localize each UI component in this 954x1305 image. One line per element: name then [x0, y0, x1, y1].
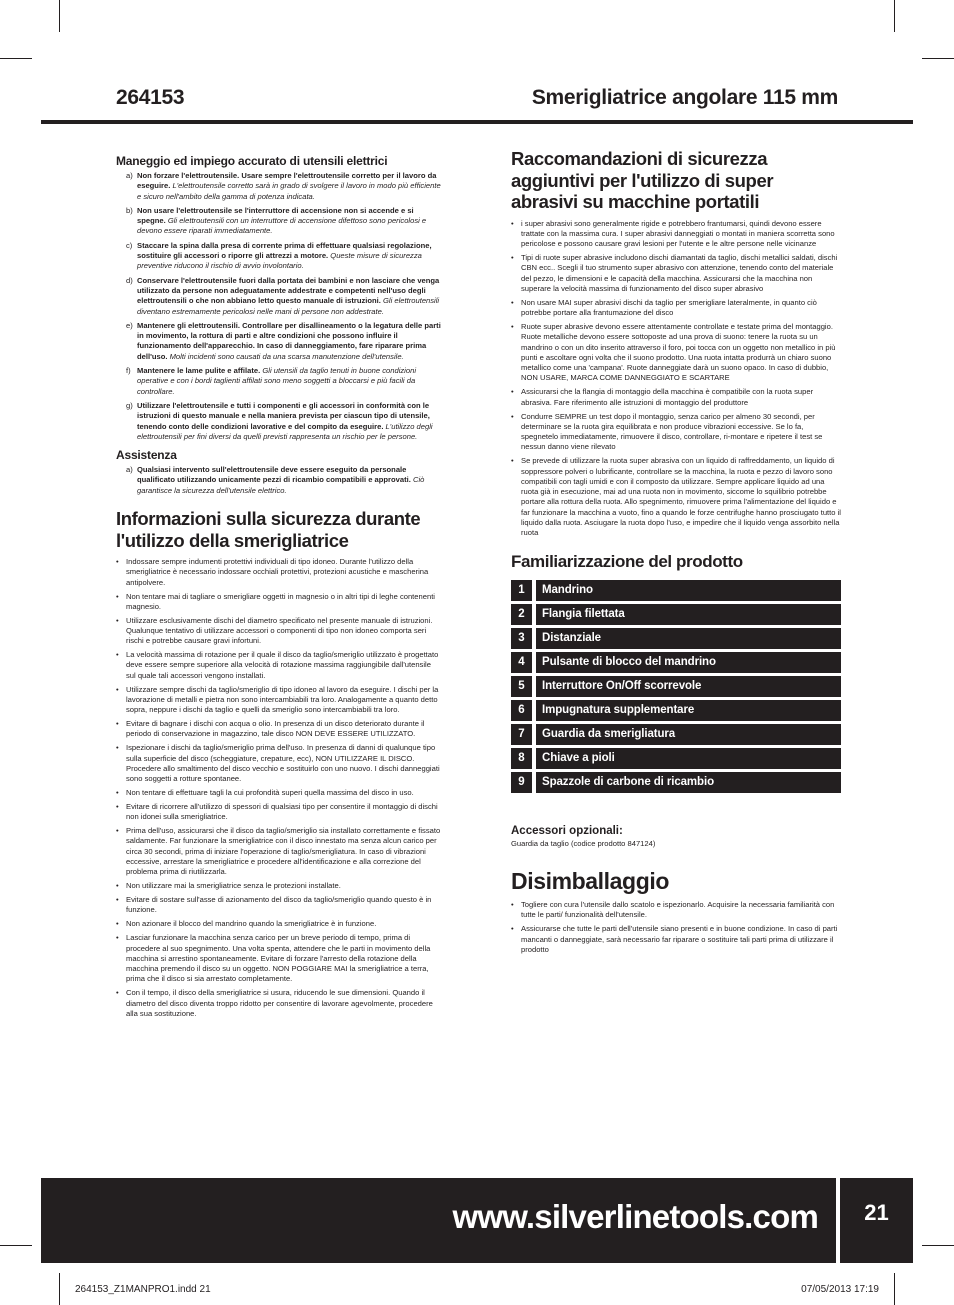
section-title-disimballaggio: Disimballaggio — [511, 868, 669, 895]
item-text: L'elettroutensile corretto sarà in grado di svolgere il lavoro in modo più efficiente e sicuro nell'ambito della gamma di potenza indicata. — [137, 181, 441, 201]
item-bold-text: Qualsiasi intervento sull'elettroutensile deve essere eseguito da personale qualificato utilizzando unicamente pezzi di ricambio compatibili e approvati. — [137, 465, 411, 485]
item-text: Gli elettroutensili diventano estremamente pericolosi nelle mani di persone non addestrate. — [137, 296, 440, 316]
section-title-maneggio: Maneggio ed impiego accurato di utensili elettrici — [116, 154, 388, 168]
bullet-item: • Evitare di sostare sull'asse di azionamento del disco da taglio/smeriglio quando questo è in funzione. — [116, 895, 442, 916]
part-number: 5 — [511, 676, 532, 697]
part-row — [511, 604, 841, 625]
part-row — [511, 748, 841, 769]
bullet-item: • Se prevede di utilizzare la ruota super abrasiva con un liquido di raffreddamento, un liquido di soppressore polveri o lubrificante, controllare se la macchina, la ruota e pezzo di lavoro sono compatibili con tagli umidi e con il composto da utilizzare. Sempre applicare liquido ad una ruota già in esecuzione, mai ad una ruota non in movimento, siccome lo squilibrio potrebbe portare alla rottura della ruota. Allo spegnimento, rimuovere prima l'alimentazione del liquido e far funzionare la macchina a vuoto, fino a quando le forze centrifughe hanno prosciugato tutto il liquido dalla ruota. Asciugare la ruota dopo l'uso, e impedire che il liquido venga assorbito nella ruota — [511, 456, 841, 538]
part-number: 9 — [511, 772, 532, 793]
bullet-item: • Non tentare mai di tagliare o smerigliare oggetti in magnesio o in altri tipi di leghe contenenti magnesio. — [116, 592, 442, 613]
bullet-item: • Evitare di bagnare i dischi con acqua o olio. In presenza di un disco deteriorato durante il periodo di conservazione in magazzino, tale disco NON DEVE ESSERE UTILIZZATO. — [116, 719, 442, 740]
bullet-item: • Non azionare il blocco del mandrino quando la smerigliatrice è in funzione. — [116, 919, 442, 929]
accessories-title: Accessori opzionali: — [511, 825, 623, 838]
bullet-item: • Assicurarsi che la flangia di montaggio della macchina è compatibile con la ruota super abrasiva. Fare riferimento alle istruzioni di montaggio del produttore — [511, 387, 841, 408]
crop-mark — [922, 58, 954, 59]
crop-mark — [894, 0, 895, 32]
bullet-item: • Tipi di ruote super abrasive includono dischi diamantati da taglio, dischi metallici saldati, dischi CBN ecc.. Scegli il tuo strumento super abrasivo con attenzione, tenendo conto del materiale del pezzo, le dimensioni e le capacità della macchina. Assicurarsi che la macchina non superare la velocità massima di funzionamento del disco super abrasivo — [511, 253, 841, 294]
part-label: Guardia da smerigliatura — [536, 724, 841, 745]
part-row — [511, 772, 841, 793]
bullet-item: • La velocità massima di rotazione per il quale il disco da taglio/smeriglio utilizzato è progettato deve essere sempre superiore alla velocità di rotazione massima raggiungibile dall'utensile sul quale tali accessori vengono installati. — [116, 650, 442, 681]
super-abrasivi-list — [511, 219, 841, 539]
website-link[interactable]: www.silverlinetools.com — [452, 1198, 818, 1235]
crop-mark — [0, 58, 32, 59]
bullet-item: • Togliere con cura l'utensile dallo scatolo e ispezionarlo. Acquisire la necessaria familiarità con tutte le parti/ funzionalità dell'utensile. — [511, 900, 841, 921]
part-number: 3 — [511, 628, 532, 649]
sicurezza-list — [116, 557, 442, 1019]
product-code: 264153 — [116, 86, 185, 109]
section-title-assistenza: Assistenza — [116, 448, 177, 463]
item-text: Queste misure di sicurezza preventive riducono il rischio di avvio involontario. — [137, 251, 422, 271]
item-letter: g) — [126, 400, 133, 410]
bullet-item: • Indossare sempre indumenti protettivi individuali di tipo idoneo. Durante l'utilizzo della smerigliatrice è necessario indossare occhiali protettivi, protezioni acustiche e mascherina antipolvere. — [116, 557, 442, 588]
crop-mark — [59, 1273, 60, 1305]
part-label: Impugnatura supplementare — [536, 700, 841, 721]
item-bold-text: Utilizzare l'elettroutensile e tutti i componenti e gli accessori in conformità con le istruzioni di questo manuale e nella maniera prevista per ciascun tipo di utensile, tenendo conto delle condizioni lavorative e del compito da eseguire. — [137, 400, 430, 431]
crop-mark — [894, 1273, 895, 1305]
list-item — [116, 276, 442, 317]
bullet-item: • Non tentare di effettuare tagli la cui profondità superi quella massima del disco in uso. — [116, 788, 442, 798]
item-text: Gli utensili da taglio tenuti in buone condizioni operative e con i bordi taglienti affilati sono meno soggetti a bloccarsi e più facili da controllare. — [137, 366, 417, 396]
list-item — [116, 401, 442, 442]
part-label: Flangia filettata — [536, 604, 841, 625]
list-item — [116, 241, 442, 272]
section-title-sicurezza-smerigliatrice: Informazioni sulla sicurezza durante l'utilizzo della smerigliatrice — [116, 508, 421, 551]
bullet-item: • Prima dell'uso, assicurarsi che il disco da taglio/smeriglio sia installato correttamente e fissato saldamente. Far funzionare la smerigliatrice con il disco innestato ma senza alcun carico per circa 30 secondi, prima di iniziare l'operazione di taglio/smerigliatura. In caso di vibrazioni eccessive, arrestare la smerigliatrice e procedere all'identificazione e alla correzione del problema prima di riutilizzarla. — [116, 826, 442, 877]
list-item — [116, 321, 442, 362]
item-bold-text: Conservare l'elettroutensile fuori dalla portata dei bambini e non lasciare che venga utilizzato da persone non adeguatamente addestrate e competenti nell'uso degli elettroutensili o che non abbiano letto questo manuale di istruzioni. — [137, 275, 440, 306]
bullet-item: • Lasciar funzionare la macchina senza carico per un breve periodo di tempo, prima di procedere al suo spegnimento. Una volta spenta, attendere che le parti in movimento della macchina si arrestino spontaneamente. Evitare di forzare l'arresto della rotazione della macchina premendo il disco su un oggetto. NON POGGIARE MAI la smerigliatrice a terra, prima che il disco si sia arrestato completamente. — [116, 933, 442, 984]
crop-mark — [59, 0, 60, 32]
list-item — [116, 206, 442, 237]
item-text: Gli elettroutensili con un interruttore di accensione difettoso sono pericolosi e devono essere riparati immediatamente. — [137, 216, 427, 236]
part-row — [511, 628, 841, 649]
part-row — [511, 580, 841, 601]
list-item — [116, 171, 442, 202]
part-number: 4 — [511, 652, 532, 673]
item-bold-text: Non forzare l'elettroutensile. Usare sempre l'elettroutensile corretto per il lavoro da eseguire. — [137, 171, 437, 191]
item-letter: a) — [126, 465, 133, 475]
part-label: Pulsante di blocco del mandrino — [536, 652, 841, 673]
left-column — [116, 148, 442, 1023]
crop-mark — [0, 1245, 32, 1246]
item-letter: c) — [126, 240, 133, 250]
date-info: 07/05/2013 17:19 — [801, 1284, 879, 1295]
section-title-super-abrasivi: Raccomandazioni di sicurezza aggiuntivi per l'utilizzo di super abrasivi su macchine portatili — [511, 148, 774, 212]
item-text: Ciò garantisce la sicurezza dell'utensile elettrico. — [137, 475, 425, 495]
crop-mark — [922, 1245, 954, 1246]
list-item — [116, 366, 442, 397]
item-text: L'utilizzo degli elettroutensili per fini diversi da quelli previsti rappresenta un rischio per le persone. — [137, 421, 433, 441]
item-letter: d) — [126, 275, 133, 285]
page-title: Smerigliatrice angolare 115 mm — [531, 86, 838, 109]
list-item — [116, 465, 442, 496]
assistenza-list — [116, 465, 442, 496]
bullet-item: • Non utilizzare mai la smerigliatrice senza le protezioni installate. — [116, 881, 442, 891]
bullet-item: • Utilizzare sempre dischi da taglio/smeriglio di tipo idoneo al lavoro da eseguire. I dischi per la lavorazione di metalli e pietra non sono intercambiabili tra loro. Analogamente a quanto detto sopra, neppure i dischi da taglio e quelli da smeriglio sono intercambiabili tra loro. — [116, 685, 442, 716]
part-row — [511, 652, 841, 673]
bullet-item: • Condurre SEMPRE un test dopo il montaggio, senza carico per almeno 30 secondi, per determinare se la ruota gira equilibrata e non produce vibrazioni eccessive. Se lo fa, spegnetelo immediatamente, rimuovere il disco, controllare, ri-montare e ripetere il test se nessun danno viene rilevato — [511, 412, 841, 453]
bullet-item: • Con il tempo, il disco della smerigliatrice si usura, riducendo le sue dimensioni. Quando il diametro del disco diventa troppo ridotto per consentire di lavorare agevolmente, procedere alla sua sostituzione. — [116, 988, 442, 1019]
part-number: 2 — [511, 604, 532, 625]
section-title-familiarizzazione: Familiarizzazione del prodotto — [511, 551, 743, 571]
bullet-item: • Evitare di ricorrere all'utilizzo di spessori di qualsiasi tipo per consentire il montaggio di dischi non idonei sulla smerigliatrice. — [116, 802, 442, 823]
item-letter: a) — [126, 171, 133, 180]
bullet-item: • Ispezionare i dischi da taglio/smeriglio prima dell'uso. In presenza di danni di qualunque tipo sulla superficie del disco (scheggiature, crepature, ecc), NON UTILIZZARE IL DISCO. Procedere allo smaltimento del disco vecchio e sostituirlo con uno nuovo. I dischi danneggiati sono soggetti a rotture spontanee. — [116, 743, 442, 784]
part-label: Chiave a pioli — [536, 748, 841, 769]
accessories-text: Guardia da taglio (codice prodotto 847124) — [511, 839, 656, 849]
file-info: 264153_Z1MANPRO1.indd 21 — [75, 1284, 211, 1295]
part-row — [511, 724, 841, 745]
item-text: Molti incidenti sono causati da una scarsa manutenzione dell'utensile. — [167, 351, 404, 361]
part-number: 8 — [511, 748, 532, 769]
part-label: Interruttore On/Off scorrevole — [536, 676, 841, 697]
disimballaggio-list — [511, 900, 841, 955]
item-bold-text: Mantenere le lame pulite e affilate. — [137, 366, 261, 376]
bullet-item: • i super abrasivi sono generalmente rigide e potrebbero frantumarsi, quindi devono essere trattate con la massima cura. I super abrasivi danneggiati o montati in maniera scorretta sono pericolose e possono causare gravi lesioni per l'utente e le altre persone nelle vicinanze — [511, 219, 841, 250]
bullet-item: • Ruote super abrasive devono essere attentamente controllate e testate prima del montaggio. Ruote metalliche devono essere sottoposte ad una prova di suono: tenere la ruota su un mandrino o con un dito inserito attraverso il foro, poi tocca con un oggetto non metallico in più punti e ascoltare ogni volta che il suono prodotto. Una ruota intatta produrrà un chiaro suono metallico come una 'campana'. Ruote danneggiate darà un suono opaco. In caso di dubbio, NON USARE, MARCA COME DANNEGGIATO E SCARTARE — [511, 322, 841, 384]
part-label: Spazzole di carbone di ricambio — [536, 772, 841, 793]
bullet-item: • Non usare MAI super abrasivi dischi da taglio per smerigliare lateralmente, in quanto ciò potrebbe portare alla frantumazione del disco — [511, 298, 841, 319]
part-label: Mandrino — [536, 580, 841, 601]
part-row — [511, 700, 841, 721]
item-letter: e) — [126, 320, 133, 330]
page-number: 21 — [840, 1178, 913, 1263]
part-number: 7 — [511, 724, 532, 745]
part-number: 1 — [511, 580, 532, 601]
bullet-item: • Assicurarse che tutte le parti dell'utensile siano presenti e in buone condizione. In caso di parti mancanti o danneggiate, sarà necessario far riparare o sostituire tali parti prima di utilizzare il prodotto — [511, 924, 841, 955]
part-row — [511, 676, 841, 697]
part-label: Distanziale — [536, 628, 841, 649]
item-letter: b) — [126, 205, 133, 215]
parts-table — [511, 580, 841, 793]
item-letter: f) — [126, 366, 131, 376]
bullet-item: • Utilizzare esclusivamente dischi del diametro specificato nel presente manuale di istruzioni. Qualunque tentativo di utilizzare accessori o componenti di tipo non idoneo comporta seri rischi e potrebbe causare gravi infortuni. — [116, 616, 442, 647]
part-number: 6 — [511, 700, 532, 721]
item-bold-text: Staccare la spina dalla presa di corrente prima di effettuare qualsiasi regolazione, sostituire gli accessori o riporre gli attrezzi a motore. — [137, 240, 432, 261]
maneggio-list — [116, 171, 442, 442]
right-column — [511, 148, 841, 959]
item-bold-text: Non usare l'elettroutensile se l'interruttore di accensione non si accende e si spegne. — [137, 205, 414, 226]
header-rule — [41, 120, 913, 124]
footer-bar — [41, 1178, 836, 1263]
item-bold-text: Mantenere gli elettroutensili. Controllare per disallineamento o la legatura delle parti in movimento, la rottura di parti e altre condizioni che possono influire il funzionamento dell'apparecchio. In caso di danneggiamento, fare riparare prima dell'uso. — [137, 320, 441, 361]
